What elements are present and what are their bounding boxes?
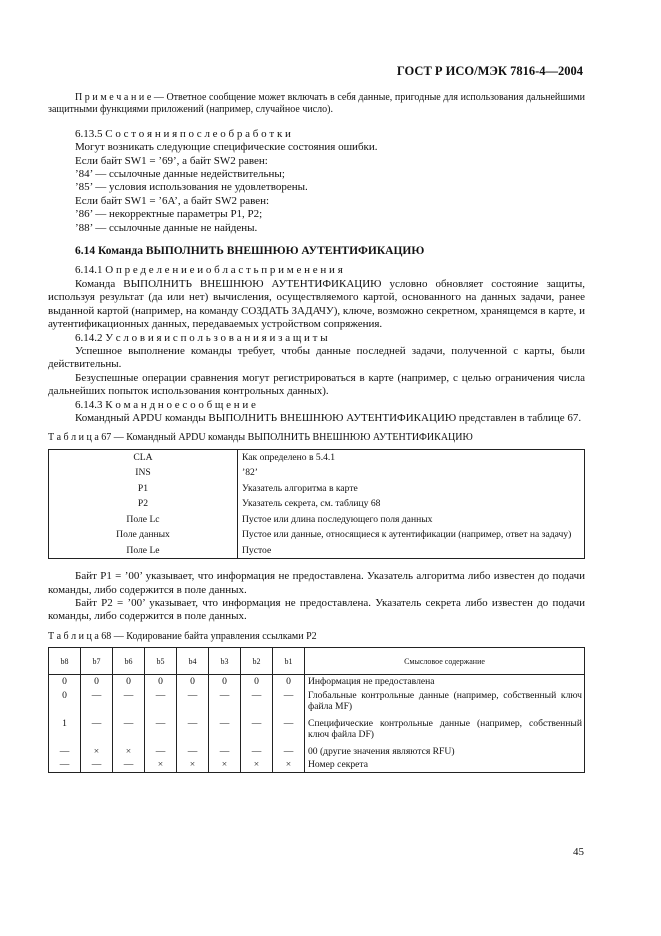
status-line: ’86’ — некорректные параметры P1, P2; <box>75 208 263 221</box>
table-header-row <box>49 648 585 675</box>
bit-cell: — <box>145 717 177 742</box>
column-header: b4 <box>177 648 209 675</box>
bit-cell: — <box>241 689 273 714</box>
bit-cell: — <box>145 689 177 714</box>
bit-cell: — <box>113 717 145 742</box>
status-line: ’88’ — ссылочные данные не найдены. <box>75 221 258 234</box>
table-row <box>49 496 585 512</box>
status-line: Могут возникать следующие специфические состояния ошибки. <box>75 141 378 154</box>
column-header: b1 <box>273 648 305 675</box>
p2-explanation: Байт P2 = ’00’ указывает, что информация не предоставлена. Указатель секрета либо известен до подачи команды, либо содержится в поле данных. <box>48 597 585 623</box>
meaning-cell: Номер секрета <box>305 758 585 772</box>
bit-cell: 1 <box>49 717 81 742</box>
table-cell-field: Поле данных <box>49 527 238 543</box>
table-cell-field: INS <box>49 465 238 481</box>
bit-cell: — <box>81 758 113 772</box>
bit-cell: — <box>273 689 305 714</box>
status-line: ’85’ — условия использования не удовлетворены. <box>75 181 308 194</box>
bit-cell: — <box>145 745 177 759</box>
status-line: Если байт SW1 = ’69’, а байт SW2 равен: <box>75 154 268 167</box>
bit-cell: — <box>113 689 145 714</box>
status-line: Если байт SW1 = ’6A’, а байт SW2 равен: <box>75 194 270 207</box>
section-6-14-2-para-2: Безуспешные операции сравнения могут регистрироваться в карте (например, с целью ограничения числа дальнейших попыток использования контрольных данных). <box>48 371 585 398</box>
bit-cell: — <box>113 758 145 772</box>
caption-text: 68 — Кодирование байта управления ссылками P2 <box>98 630 317 642</box>
meaning-cell: Специфические контрольные данные (например, собственный ключ файла DF) <box>305 717 585 742</box>
table-cell-value: Указатель секрета, см. таблицу 68 <box>242 498 381 510</box>
bit-cell: 0 <box>49 689 81 714</box>
column-header: b5 <box>145 648 177 675</box>
bit-cell: — <box>209 717 241 742</box>
page-content <box>48 92 585 773</box>
bit-cell: — <box>241 745 273 759</box>
table-cell-field: CLA <box>49 449 238 465</box>
table-row <box>49 717 585 742</box>
note-paragraph <box>48 92 585 117</box>
table-row <box>49 543 585 559</box>
section-6-14-1-text: Команда ВЫПОЛНИТЬ ВНЕШНЮЮ АУТЕНТИФИКАЦИЮ условно обновляет состояние защиты, используя результат (да или нет) вычисления, осуществляемого картой, основанного на данных задачи, ранее выданной картой (например, на команду СОЗДАТЬ ЗАДАЧУ), ключе, возможно секретном, хранящемся в карте, и аутентификационных данных, передаваемых устройством сопряжения. <box>48 277 585 331</box>
status-line: ’84’ — ссылочные данные недействительны; <box>75 168 285 181</box>
bit-cell: 0 <box>49 675 81 689</box>
section-6-14-1-title: 6.14.1 О п р е д е л е н и е и о б л а с т ь п р и м е н е н и я <box>75 264 343 277</box>
note-label: П р и м е ч а н и е <box>75 92 152 103</box>
bit-cell: — <box>273 745 305 759</box>
table-68 <box>48 647 585 773</box>
bit-cell: 0 <box>209 675 241 689</box>
caption-text: 67 — Командный APDU команды ВЫПОЛНИТЬ ВНЕШНЮЮ АУТЕНТИФИКАЦИЮ <box>98 432 473 444</box>
bit-cell: — <box>241 717 273 742</box>
table-cell-value: Пустое <box>242 544 272 556</box>
bit-cell: — <box>177 717 209 742</box>
bit-cell: × <box>177 758 209 772</box>
section-6-14-2-title: 6.14.2 У с л о в и я и с п о л ь з о в а н и я и з а щ и т ы <box>75 331 328 344</box>
table-cell-value: Как определено в 5.4.1 <box>242 451 336 463</box>
section-6-14-title: 6.14 Команда ВЫПОЛНИТЬ ВНЕШНЮЮ АУТЕНТИФИКАЦИЮ <box>75 245 425 258</box>
table-row <box>49 675 585 689</box>
column-header: b2 <box>241 648 273 675</box>
bit-cell: 0 <box>81 675 113 689</box>
section-6-13-5-lines <box>48 141 585 235</box>
table-cell-field: P2 <box>49 496 238 512</box>
bit-cell: — <box>49 758 81 772</box>
bit-cell: — <box>49 745 81 759</box>
note-text: — Ответное сообщение может включать в себя данные, пригодные для использования дальнейшими защитными функциями приложений (например, случайное число). <box>48 92 586 116</box>
column-header: b7 <box>81 648 113 675</box>
table-cell-value: Пустое или длина последующего поля данных <box>242 513 433 525</box>
column-header: Смысловое содержание <box>305 648 585 675</box>
column-header: b8 <box>49 648 81 675</box>
bit-cell: — <box>177 689 209 714</box>
table-cell-field: Поле Le <box>49 543 238 559</box>
p1-explanation: Байт P1 = ’00’ указывает, что информация не предоставлена. Указатель алгоритма либо известен до подачи команды, либо содержится в поле данных. <box>48 570 585 596</box>
bit-cell: — <box>209 745 241 759</box>
page-number: 45 <box>573 846 584 858</box>
meaning-cell: Информация не предоставлена <box>305 675 585 689</box>
table-row <box>49 449 585 465</box>
bit-cell: — <box>81 689 113 714</box>
table-cell-value: Пустое или данные, относящиеся к аутентификации (например, ответ на задачу) <box>242 529 572 541</box>
bit-cell: × <box>241 758 273 772</box>
section-6-13-5-title: 6.13.5 С о с т о я н и я п о с л е о б р а б о т к и <box>75 127 291 140</box>
table-row <box>49 465 585 481</box>
column-header: b6 <box>113 648 145 675</box>
bit-cell: 0 <box>177 675 209 689</box>
table-row <box>49 689 585 714</box>
bit-cell: 0 <box>273 675 305 689</box>
bit-cell: × <box>81 745 113 759</box>
meaning-cell: Глобальные контрольные данные (например, собственный ключ файла MF) <box>305 689 585 714</box>
table-row <box>49 758 585 772</box>
table-cell-field: P1 <box>49 481 238 497</box>
bit-cell: × <box>273 758 305 772</box>
column-header: b3 <box>209 648 241 675</box>
table-67 <box>48 449 585 560</box>
bit-cell: — <box>81 717 113 742</box>
table-row <box>49 527 585 543</box>
section-6-14-3-text: Командный APDU команды ВЫПОЛНИТЬ ВНЕШНЮЮ АУТЕНТИФИКАЦИЮ представлен в таблице 67. <box>75 411 582 424</box>
caption-label: Т а б л и ц а <box>48 432 99 444</box>
section-6-14-2-para-1: Успешное выполнение команды требует, чтобы данные последней задачи, полученной с карты, были действительны. <box>48 344 585 371</box>
meaning-cell: 00 (другие значения являются RFU) <box>305 745 585 759</box>
bit-cell: × <box>209 758 241 772</box>
bit-cell: 0 <box>145 675 177 689</box>
bit-cell: — <box>209 689 241 714</box>
bit-cell: 0 <box>113 675 145 689</box>
table-row <box>49 481 585 497</box>
bit-cell: — <box>273 717 305 742</box>
section-6-14-3-title: 6.14.3 К о м а н д н о е с о о б щ е н и е <box>75 398 256 411</box>
table-cell-field: Поле Lc <box>49 512 238 528</box>
table-68-caption <box>48 630 585 643</box>
document-header: ГОСТ Р ИСО/МЭК 7816-4—2004 <box>396 64 583 78</box>
bit-cell: 0 <box>241 675 273 689</box>
table-row <box>49 745 585 759</box>
bit-cell: — <box>177 745 209 759</box>
table-cell-value: Указатель алгоритма в карте <box>242 482 358 494</box>
caption-label: Т а б л и ц а <box>48 630 99 642</box>
table-row <box>49 512 585 528</box>
bit-cell: × <box>113 745 145 759</box>
table-67-caption <box>48 431 585 444</box>
table-cell-value: ’82’ <box>242 467 258 479</box>
bit-cell: × <box>145 758 177 772</box>
